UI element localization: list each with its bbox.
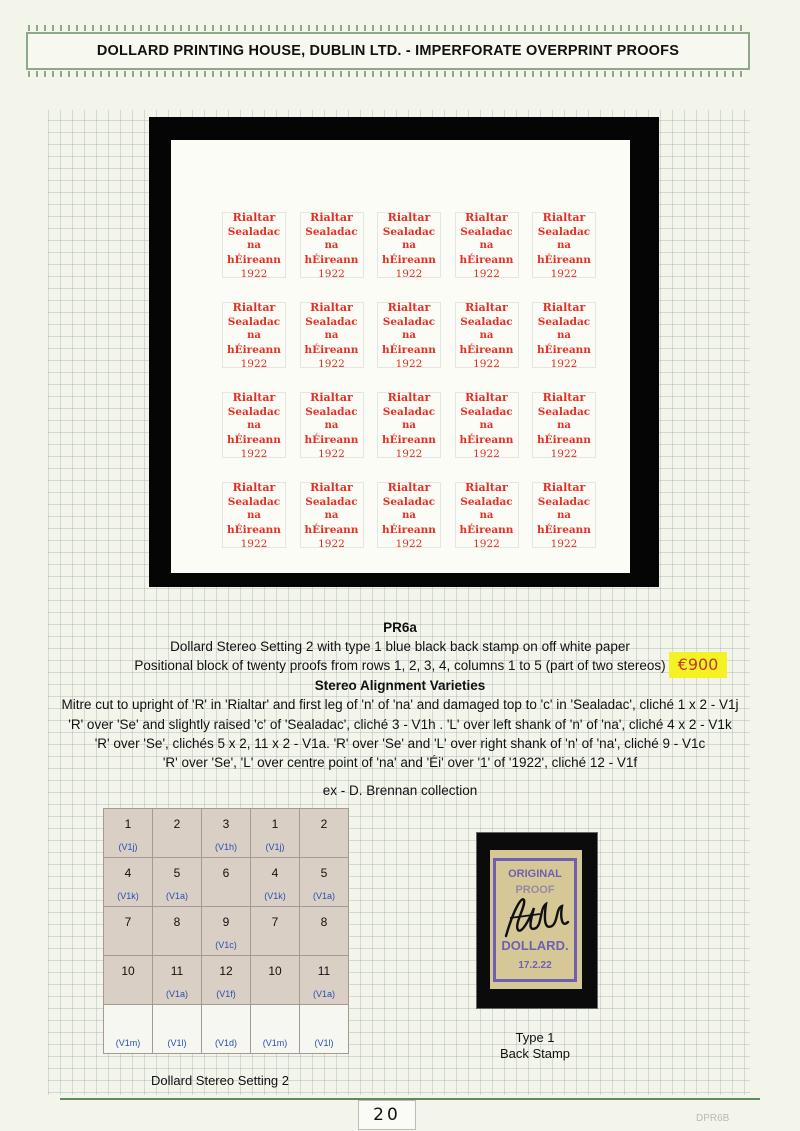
setting-row <box>104 956 349 1005</box>
overprint-line: hÉireann <box>537 434 591 446</box>
cliche-number: 9 <box>222 915 230 929</box>
overprint-line: 1922 <box>550 538 578 550</box>
setting-cell <box>104 907 153 956</box>
overprint-line: na <box>479 240 494 251</box>
overprint-line: na <box>479 330 494 341</box>
setting-cell <box>300 907 349 956</box>
cliche-number: 6 <box>222 866 230 880</box>
stereo-setting-grid <box>103 808 349 1054</box>
overprint-line: Rialtar <box>542 481 586 494</box>
page-code: DPR6B <box>696 1113 730 1124</box>
setting-cell <box>104 1005 153 1054</box>
overprint-line: 1922 <box>395 448 423 460</box>
back-stamp-text-mid: PROOF <box>515 884 555 896</box>
overprint-line: na <box>324 420 339 431</box>
overprint-line: Rialtar <box>387 211 431 224</box>
overprint-line: hÉireann <box>382 254 436 266</box>
overprint-line: na <box>479 510 494 521</box>
overprint-line: Rialtar <box>232 301 276 314</box>
right-margin <box>750 0 800 1131</box>
overprint-line: Rialtar <box>310 391 353 404</box>
overprint-line: 1922 <box>473 358 500 370</box>
overprint-line: Sealadac <box>227 496 281 508</box>
overprint-line: 1922 <box>395 268 423 280</box>
overprint-line: Rialtar <box>542 301 586 314</box>
overprint-line: Rialtar <box>465 391 508 404</box>
cliche-number: 2 <box>173 817 181 831</box>
overprint-line: 1922 <box>395 358 423 370</box>
overprint-line: Sealadac <box>460 496 513 508</box>
overprint-line: Sealadac <box>537 226 591 238</box>
proof-stamp <box>218 298 290 370</box>
overprint-line: Rialtar <box>310 481 353 494</box>
cliche-number: 4 <box>271 866 279 880</box>
overprint-line: Sealadac <box>227 406 281 418</box>
setting-row <box>104 907 349 956</box>
price-tag: €900 <box>669 652 727 678</box>
overprint-line: Rialtar <box>310 301 353 314</box>
variety-line-1: Mitre cut to upright of 'R' in 'Rialtar' and first leg of 'n' of 'na' and damaged top to 'c' in 'Sealadac', cliché 1 x 2 - V1j <box>61 697 739 712</box>
variety-code: (V1a) <box>312 989 335 999</box>
variety-code: (V1m) <box>115 1038 141 1048</box>
setting-cell <box>300 858 349 907</box>
setting-row <box>104 1005 349 1054</box>
proof-stamp <box>528 298 600 370</box>
overprint-line: hÉireann <box>304 434 359 446</box>
overprint-line: 1922 <box>473 538 500 550</box>
setting-cell <box>202 907 251 956</box>
variety-code: (V1h) <box>214 842 237 852</box>
variety-code: (V1j) <box>265 842 285 852</box>
variety-code: (V1f) <box>216 989 236 999</box>
overprint-line: Sealadac <box>227 316 281 328</box>
overprint-line: 1922 <box>240 448 268 460</box>
overprint-line: hÉireann <box>227 434 281 446</box>
setting-cell <box>251 858 300 907</box>
overprint-line: Sealadac <box>305 316 358 328</box>
overprint-line: Rialtar <box>387 481 431 494</box>
proof-stamp <box>296 388 368 460</box>
overprint-line: Rialtar <box>465 481 508 494</box>
overprint-line: hÉireann <box>382 524 436 536</box>
setting-cell <box>202 809 251 858</box>
overprint-line: Rialtar <box>542 391 586 404</box>
overprint-line: hÉireann <box>227 254 281 266</box>
page-title: DOLLARD PRINTING HOUSE, DUBLIN LTD. - IMPERFORATE OVERPRINT PROOFS <box>96 43 680 59</box>
setting-row <box>104 809 349 858</box>
setting-cell <box>104 858 153 907</box>
overprint-line: hÉireann <box>227 344 281 356</box>
variety-code: (V1a) <box>165 989 188 999</box>
setting-cell <box>153 858 202 907</box>
proof-stamp <box>373 298 445 370</box>
cliche-number: 11 <box>170 964 184 978</box>
overprint-line: Sealadac <box>460 226 513 238</box>
overprint-line: Sealadac <box>537 406 591 418</box>
setting-cell <box>300 956 349 1005</box>
setting-cell <box>202 858 251 907</box>
overprint-line: hÉireann <box>382 344 436 356</box>
overprint-line: hÉireann <box>537 344 591 356</box>
overprint-line: na <box>247 420 261 431</box>
proof-stamp <box>373 208 445 280</box>
back-stamp-text-top: ORIGINAL <box>508 868 562 880</box>
overprint-line: na <box>247 240 261 251</box>
overprint-line: hÉireann <box>459 254 514 266</box>
overprint-line: 1922 <box>473 268 500 280</box>
overprint-line: Rialtar <box>232 481 276 494</box>
back-stamp-caption-label: Back Stamp <box>499 1046 571 1061</box>
overprint-line: 1922 <box>318 358 345 370</box>
overprint-line: na <box>402 330 416 341</box>
overprint-line: na <box>402 510 416 521</box>
cliche-number: 2 <box>320 817 328 831</box>
proof-stamp <box>528 208 600 280</box>
proof-stamp <box>451 478 523 550</box>
overprint-line: na <box>402 420 416 431</box>
overprint-line: na <box>557 420 571 431</box>
cliche-number: 12 <box>219 964 233 978</box>
proof-stamp <box>451 208 523 280</box>
back-stamp-text-name: DOLLARD. <box>501 938 569 953</box>
variety-code: (V1a) <box>165 891 188 901</box>
overprint-line: 1922 <box>318 538 345 550</box>
cliche-number: 11 <box>317 964 331 978</box>
cliche-number: 7 <box>124 915 132 929</box>
cliche-number: 7 <box>271 915 279 929</box>
overprint-line: hÉireann <box>382 434 436 446</box>
setting-cell <box>300 809 349 858</box>
overprint-line: hÉireann <box>304 254 359 266</box>
description-line-1: Dollard Stereo Setting 2 with type 1 blue black back stamp on off white paper <box>170 639 630 654</box>
overprint-line: Rialtar <box>232 391 276 404</box>
overprint-line: 1922 <box>318 448 345 460</box>
variety-line-2: 'R' over 'Se' and slightly raised 'c' of 'Sealadac', cliché 3 - V1h . 'L' over left shank of 'n' of 'na', cliché 4 x 2 - V1k <box>68 717 732 732</box>
overprint-line: 1922 <box>550 448 578 460</box>
variety-code: (V1k) <box>264 891 286 901</box>
overprint-line: na <box>402 240 416 251</box>
setting-cell <box>153 956 202 1005</box>
setting-cell <box>202 956 251 1005</box>
provenance: ex - D. Brennan collection <box>322 783 478 798</box>
page-header <box>26 32 750 70</box>
overprint-line: Rialtar <box>387 301 431 314</box>
proof-stamp <box>373 388 445 460</box>
overprint-line: 1922 <box>240 538 268 550</box>
overprint-line: Sealadac <box>305 226 358 238</box>
overprint-line: 1922 <box>318 268 345 280</box>
overprint-line: hÉireann <box>304 344 359 356</box>
overprint-line: Sealadac <box>537 496 591 508</box>
overprint-line: hÉireann <box>459 344 514 356</box>
variety-code: (V1c) <box>215 940 237 950</box>
proof-stamp <box>528 478 600 550</box>
back-stamp-caption <box>470 1030 600 1062</box>
signature-icon <box>500 888 572 944</box>
overprint-line: hÉireann <box>459 524 514 536</box>
proof-stamp <box>218 208 290 280</box>
overprint-line: na <box>324 240 339 251</box>
setting-cell <box>251 1005 300 1054</box>
overprint-line: Rialtar <box>232 211 276 224</box>
cliche-number: 10 <box>121 964 135 978</box>
overprint-line: hÉireann <box>537 524 591 536</box>
proof-stamp <box>218 388 290 460</box>
overprint-line: Sealadac <box>537 316 591 328</box>
back-stamp-text-date: 17.2.22 <box>518 960 552 971</box>
overprint-line: 1922 <box>240 268 268 280</box>
overprint-line: Sealadac <box>382 406 436 418</box>
setting-row <box>104 858 349 907</box>
setting-cell <box>202 1005 251 1054</box>
overprint-line: na <box>324 330 339 341</box>
variety-code: (V1m) <box>262 1038 288 1048</box>
setting-cell <box>251 809 300 858</box>
cliche-number: 8 <box>173 915 181 929</box>
cliche-number: 8 <box>320 915 328 929</box>
setting-cell <box>104 956 153 1005</box>
cliche-number: 10 <box>268 964 282 978</box>
overprint-line: Sealadac <box>382 226 436 238</box>
back-stamp-caption-type: Type 1 <box>515 1030 555 1045</box>
overprint-line: Sealadac <box>305 406 358 418</box>
overprint-line: na <box>557 330 571 341</box>
variety-code: (V1l) <box>167 1038 187 1048</box>
overprint-line: na <box>324 510 339 521</box>
overprint-line: Sealadac <box>460 406 513 418</box>
cliche-number: 3 <box>222 817 230 831</box>
left-margin <box>0 0 48 1131</box>
overprint-line: 1922 <box>550 358 578 370</box>
overprint-line: Rialtar <box>310 211 353 224</box>
setting-cell <box>251 956 300 1005</box>
variety-line-4: 'R' over 'Se', 'L' over centre point of 'na' and 'Éi' over '1' of '1922', cliché 12 - V1f <box>162 755 638 770</box>
catalogue-number: PR6a <box>383 620 417 635</box>
overprint-line: Sealadac <box>305 496 358 508</box>
proof-stamp <box>528 388 600 460</box>
proof-stamp <box>218 478 290 550</box>
proof-stamp <box>296 478 368 550</box>
overprint-line: hÉireann <box>304 524 359 536</box>
overprint-line: Sealadac <box>227 226 281 238</box>
overprint-line: na <box>557 510 571 521</box>
variety-code: (V1d) <box>214 1038 237 1048</box>
variety-line-3: 'R' over 'Se', clichés 5 x 2, 11 x 2 - V1a. 'R' over 'Se' and 'L' over right shank of 'n' of 'na', cliché 9 - V1c <box>94 736 706 751</box>
setting-cell <box>251 907 300 956</box>
overprint-line: na <box>479 420 494 431</box>
overprint-line: hÉireann <box>227 524 281 536</box>
overprint-line: na <box>247 330 261 341</box>
overprint-line: Sealadac <box>382 316 436 328</box>
overprint-line: Rialtar <box>542 211 586 224</box>
overprint-line: 1922 <box>395 538 423 550</box>
overprint-line: 1922 <box>240 358 268 370</box>
varieties-heading: Stereo Alignment Varieties <box>314 678 486 693</box>
cliche-number: 1 <box>124 817 132 831</box>
setting-cell <box>104 809 153 858</box>
cliche-number: 5 <box>320 866 328 880</box>
proof-stamp <box>373 478 445 550</box>
setting-cell <box>153 809 202 858</box>
setting-caption: Dollard Stereo Setting 2 <box>150 1073 290 1088</box>
overprint-line: Sealadac <box>382 496 436 508</box>
proof-stamp <box>451 388 523 460</box>
overprint-line: hÉireann <box>537 254 591 266</box>
overprint-line: Rialtar <box>387 391 431 404</box>
variety-code: (V1l) <box>314 1038 334 1048</box>
page-number: 20 <box>358 1100 416 1130</box>
cliche-number: 1 <box>271 817 279 831</box>
proof-stamp <box>296 208 368 280</box>
overprint-line: Rialtar <box>465 211 508 224</box>
overprint-line: Sealadac <box>460 316 513 328</box>
variety-code: (V1k) <box>117 891 139 901</box>
overprint-line: na <box>247 510 261 521</box>
overprint-line: 1922 <box>550 268 578 280</box>
description-line-2: Positional block of twenty proofs from rows 1, 2, 3, 4, columns 1 to 5 (part of two stereos) <box>134 658 666 673</box>
overprint-line: 1922 <box>473 448 500 460</box>
proof-stamp <box>451 298 523 370</box>
overprint-line: Rialtar <box>465 301 508 314</box>
setting-cell <box>153 907 202 956</box>
variety-code: (V1a) <box>312 891 335 901</box>
setting-cell <box>300 1005 349 1054</box>
proof-stamp <box>296 298 368 370</box>
overprint-line: hÉireann <box>459 434 514 446</box>
variety-code: (V1j) <box>118 842 138 852</box>
cliche-number: 5 <box>173 866 181 880</box>
overprint-line: na <box>557 240 571 251</box>
setting-cell <box>153 1005 202 1054</box>
cliche-number: 4 <box>124 866 132 880</box>
